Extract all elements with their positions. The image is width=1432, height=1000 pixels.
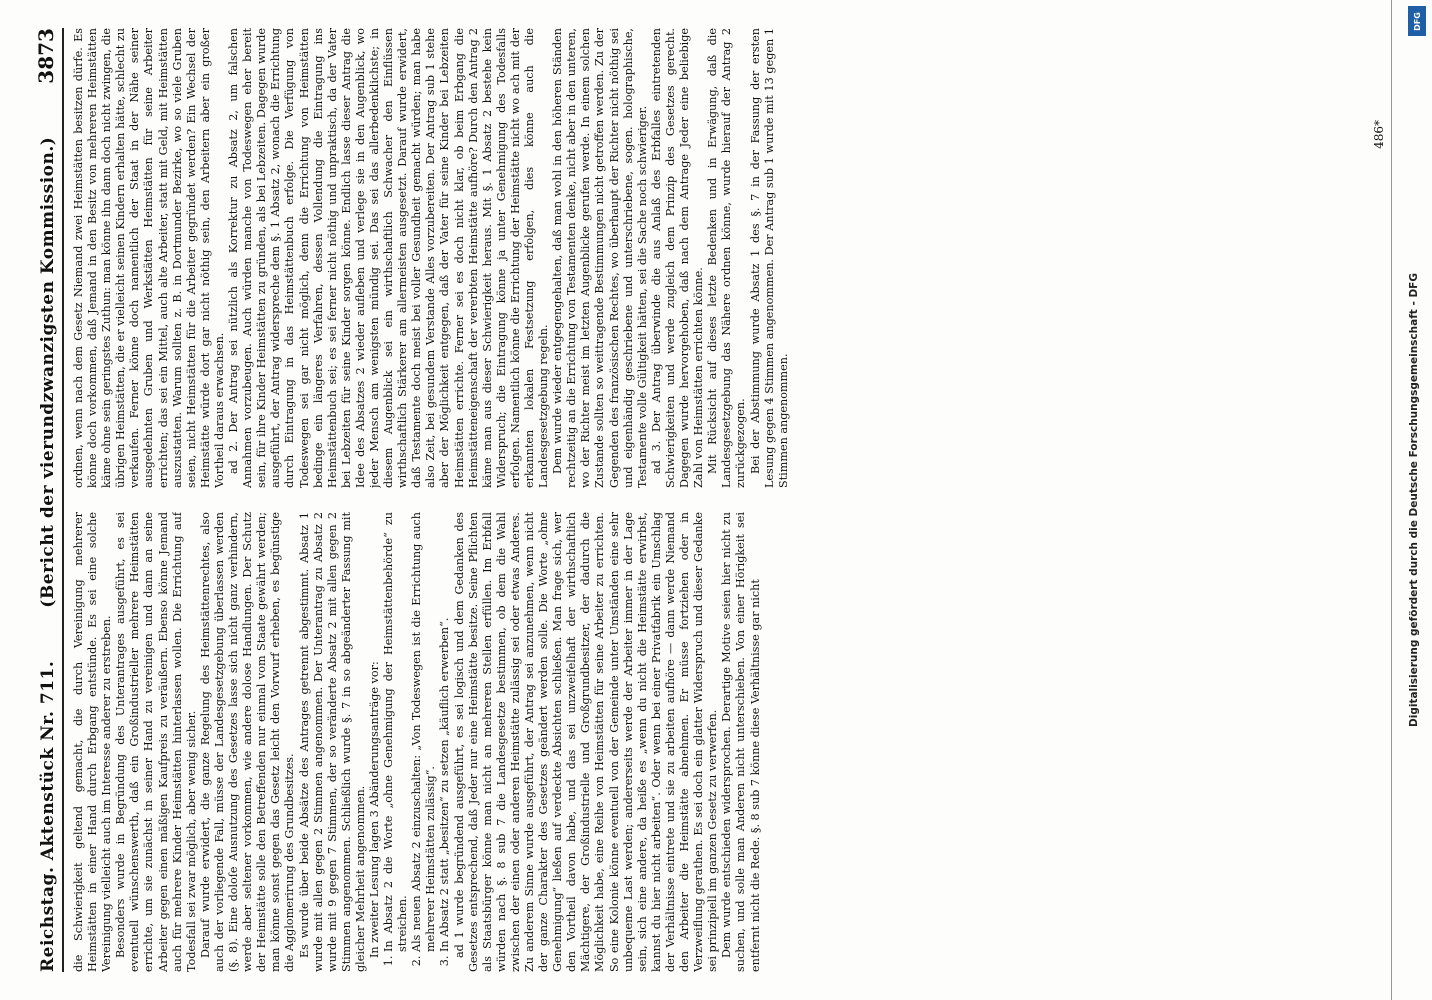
credit-text: Digitalisierung gefördert durch die Deutsche Forschungsgemeinschaft - DFG — [1408, 273, 1421, 727]
paragraph: Mit Rücksicht auf dieses letzte Bedenken und in Erwägung, daß die Landesgesetzgebung das Nähere ordnen könne, wurde hierauf der Antrag 2 zurückgezogen. — [706, 28, 748, 488]
paragraph: Dem wurde entschieden widersprochen. Derartige Motive seien hier nicht zu suchen, und solle man Anderen nicht unterschieben. Von einer Hörigkeit sei entfernt nicht die Rede. §. 8 sub 7 könne diese Verhältnisse gar nicht — [720, 512, 762, 972]
column-right — [72, 28, 1372, 488]
header-title: (Bericht der vierundzwanzigsten Kommission.) — [38, 136, 58, 608]
paragraph: In zweiter Lesung lagen 3 Abänderungsanträge vor: — [367, 661, 381, 958]
text-columns — [72, 28, 1372, 972]
paragraph: ad 3. Der Antrag überwinde die aus Anlaß des Erbfalles eintretenden Schwierigkeiten und werde zugleich dem Prinzip des Gesetzes gerecht. Dagegen wurde hervorgehoben, daß nach dem Antrage Jeder eine beliebige Zahl von Heimstätten errichten könne. — [649, 28, 706, 488]
digitization-credit — [1400, 0, 1428, 1000]
page-header — [34, 28, 64, 972]
paragraph: Dem wurde wieder entgegengehalten, daß man wohl in den höheren Ständen rechtzeitig an die Errichtung von Testamenten denke, nicht aber in den unteren, wo der Richter meist im letzten Augenblicke gerufen werde. In einem solchen Zustande sollten so weittragende Bestimmungen nicht getroffen werden. Zu der Gegenden des französischen Rechtes, wo überhaupt der Richter nicht nöthig sei und eigenhändig geschriebene und unterschriebene, sogen. holographische, Testamente volle Gültigkeit hätten, sei die Sache noch schwieriger. — [551, 28, 649, 488]
paragraph: Bei der Abstimmung wurde Absatz 1 des §. 7 in der Fassung der ersten Lesung gegen 4 Stimmen angenommen. Der Antrag sub 1 wurde mit 13 gegen 1 Stimmen angenommen. — [748, 28, 790, 488]
list-item: 1. In Absatz 2 die Worte „ohne Genehmigung der Heimstättenbehörde“ zu streichen. — [382, 512, 410, 952]
paragraph: ordnen, wenn nach dem Gesetz Niemand zwei Heimstätten besitzen dürfe. Es könne doch vorkommen, daß Jemand in den Besitz von mehreren Heimstätten käme ohne sein geringstes Zuthun: man könne ihn dann doch nicht zwingen, die übrigen Heimstätten, die er vielleicht seinen Kindern erhalten hätte, schlecht zu verkaufen. Ferner könne doch namentlich der Staat in der Nähe seiner ausgedehnten Gruben und Werkstätten Heimstätten für seine Arbeiter errichten; das sei ein Mittel, auch alte Arbeiter, statt mit Geld, mit Heimstätten auszustatten. Warum sollten z. B. in Dortmunder Bezirke, wo so viele Gruben seien, nicht Heimstätten für die Arbeiter gegründet werden? Ein Wechsel der Heimstätte würde dort gar nicht nöthig sein, den Arbeitern aber ein großer Vortheil daraus erwachsen. — [72, 28, 226, 488]
rotated-page — [26, 0, 1406, 1000]
list-item: 2. Als neuen Absatz 2 einzuschalten: „Von Todeswegen ist die Errichtung auch mehrerer Heimstätten zulässig“. — [410, 512, 438, 952]
dfg-logo-text: DFG — [1412, 11, 1422, 31]
column-left — [72, 512, 1372, 972]
paragraph: Darauf wurde erwidert, die ganze Regelung des Heimstättenrechtes, also auch der vorliegende Fall, müsse der Landesgesetzgebung überlassen werden (§. 8). Eine doloſe Ausnutzung des Gesetzes lasse sich nicht ganz verhindern, werde aber seltener vorkommen, wie andere dolose Handlungen. Der Schutz der Heimstätte solle den Betreffenden nur einmal vom Staate gewährt werden; man könne sonst gegen das Gesetz leicht den Vorwurf erheben, es begünstige die Agglomerirung des Grundbesitzes. — [198, 512, 297, 972]
amendment-list — [382, 512, 452, 972]
list-item: 3. In Absatz 2 statt „besitzen“ zu setzen „käuflich erwerben“. — [438, 512, 452, 952]
header-document: Reichstag. Aktenstück Nr. 711. — [38, 660, 58, 972]
sheet-mark: 486* — [1372, 120, 1386, 149]
paragraph: die Schwierigkeit geltend gemacht, die durch Vereinigung mehrerer Heimstätten in einer Hand durch Erbgang entstünde. Es sei eine solche Vereinigung vielleicht auch im Interesse anderer zu erstreben. — [72, 512, 114, 972]
margin-rule — [1391, 0, 1392, 1000]
dfg-logo — [1408, 6, 1426, 36]
paragraph: Es wurde über beide Absätze des Antrages getrennt abgestimmt. Absatz 1 wurde mit allen gegen 2 Stimmen angenommen. Der Unterantrag zu Absatz 2 wurde mit 9 gegen 7 Stimmen, der so veränderte Absatz 2 mit allen gegen 2 Stimmen angenommen. Schließlich wurde §. 7 in so abgeänderter Fassung mit gleicher Mehrheit angenommen. — [297, 512, 367, 972]
page-number: 3873 — [34, 28, 58, 84]
paragraph: ad 1 wurde begründend ausgeführt, es sei logisch und dem Gedanken des Gesetzes entsprechend, daß Jeder nur eine Heimstätte besitze. Seine Pflichten als Staatsbürger könne man nicht an mehreren Stellen erfüllen. Im Erbfall würden nach §. 8 sub 7 die Landesgesetze bestimmen, ob dem die Wahl zwischen der einen oder anderen Heimstätte zulässig sei oder etwas Anderes. Zu anderem Sinne wurde ausgeführt, der Antrag sei anzunehmen, wenn nicht der ganze Charakter des Gesetzes geändert werden solle. Die Worte „ohne Genehmigung“ ließen auf verdeckte Absichten schließen. Man frage sich, wer den Vortheil davon habe, und das sei unzweifelhaft der wirthschaftlich Mächtigere, der Großindustrielle und Großgrundbesitzer, der dadurch die Möglichkeit habe, eine Reihe von Heimstätten für seine Arbeiter zu errichten. So eine Kolonie könne eventuell von der Gemeinde unter Umständen eine sehr unbequeme Last werden; andererseits werde der Arbeiter immer in der Lage sein, sich eine andere, da heiße es „wenn du nicht die Heimstätte erwirbst, kannst du hier nicht arbeiten“. Oder wenn bei einer Privatfabrik ein Umschlag der Verhältnisse eintrete und sie zu arbeiten aufhöre — dann werde Niemand den Arbeiter die Heimstätte abnehmen. Er müsse fortziehen oder in Verzweiflung gerathen. Es sei doch ein glatter Widerspruch und dieser Gedanke sei prinzipiell im ganzen Gesetz zu verwerfen. — [452, 512, 720, 972]
paragraph: Besonders wurde in Begründung des Unterantrages ausgeführt, es sei eventuell wünschenswerth, daß ein Großindustrieller mehrere Heimstätten errichte, um sie zunächst in seiner Hand zu vereinigen und dann an seine Arbeiter gegen einen mäßigen Kaufpreis zu veräußern. Ebenso könne Jemand auch für mehrere Kinder Heimstätten hinterlassen wollen. Die Errichtung auf Todesfall sei zwar möglich, aber wenig sicher. — [114, 512, 198, 972]
paragraph: ad 2. Der Antrag sei nützlich als Korrektur zu Absatz 2, um falschen Annahmen vorzubeugen. Auch würden manche von Todeswegen eher bereit sein, für ihre Kinder Heimstätten zu gründen, als bei Lebzeiten. Dagegen wurde ausgeführt, der Antrag widerspreche dem §. 1 Absatz 2, wonach die Errichtung durch Eintragung in das Heimstättenbuch erfolge. Die Verfügung von Todeswegen sei gar nicht möglich, denn die Errichtung von Heimstätten bedinge ein längeres Verfahren, dessen Vollendung die Eintragung ins Heimstättenbuch sei; es sei ferner nicht nöthig und unpraktisch, da der Vater bei Lebzeiten für seine Kinder sorgen könne. Endlich lasse dieser Antrag die Idee des Absatzes 2 wieder aufleben und verlege sie in den Augenblick, wo jeder Mensch am wenigsten mündig sei. Das sei das allerbedenklichste; in diesem Augenblick sei ein wirthschaftlich Schwacher den Einflüssen wirthschaftlich Stärkerer am allermeisten ausgesetzt. Darauf wurde erwidert, daß Testamente doch meist bei voller Gesundheit gemacht würden; man habe also Zeit, bei gesundem Verstande Alles vorzubereiten. Der Antrag sub 1 stehe aber der Möglichkeit entgegen, daß der Vater für seine Kinder bei Lebzeiten Heimstätten errichte. Ferner sei es doch nicht klar, ob beim Erbgang die Heimstätteneigenschaft der vererbten Heimstätte aufhöre? Durch den Antrag 2 käme man aus dieser Schwierigkeit heraus. Mit §. 1 Absatz 2 bestehe kein Widerspruch; die Eintragung könne ja unter Genehmigung des Todesfalls erfolgen. Namentlich könne die Errichtung der Heimstätte nicht wo ach mit der erkannten lokalen Festsetzung erfolgen, dies könne auch die Landesgesetzgebung regeln. — [227, 28, 551, 488]
